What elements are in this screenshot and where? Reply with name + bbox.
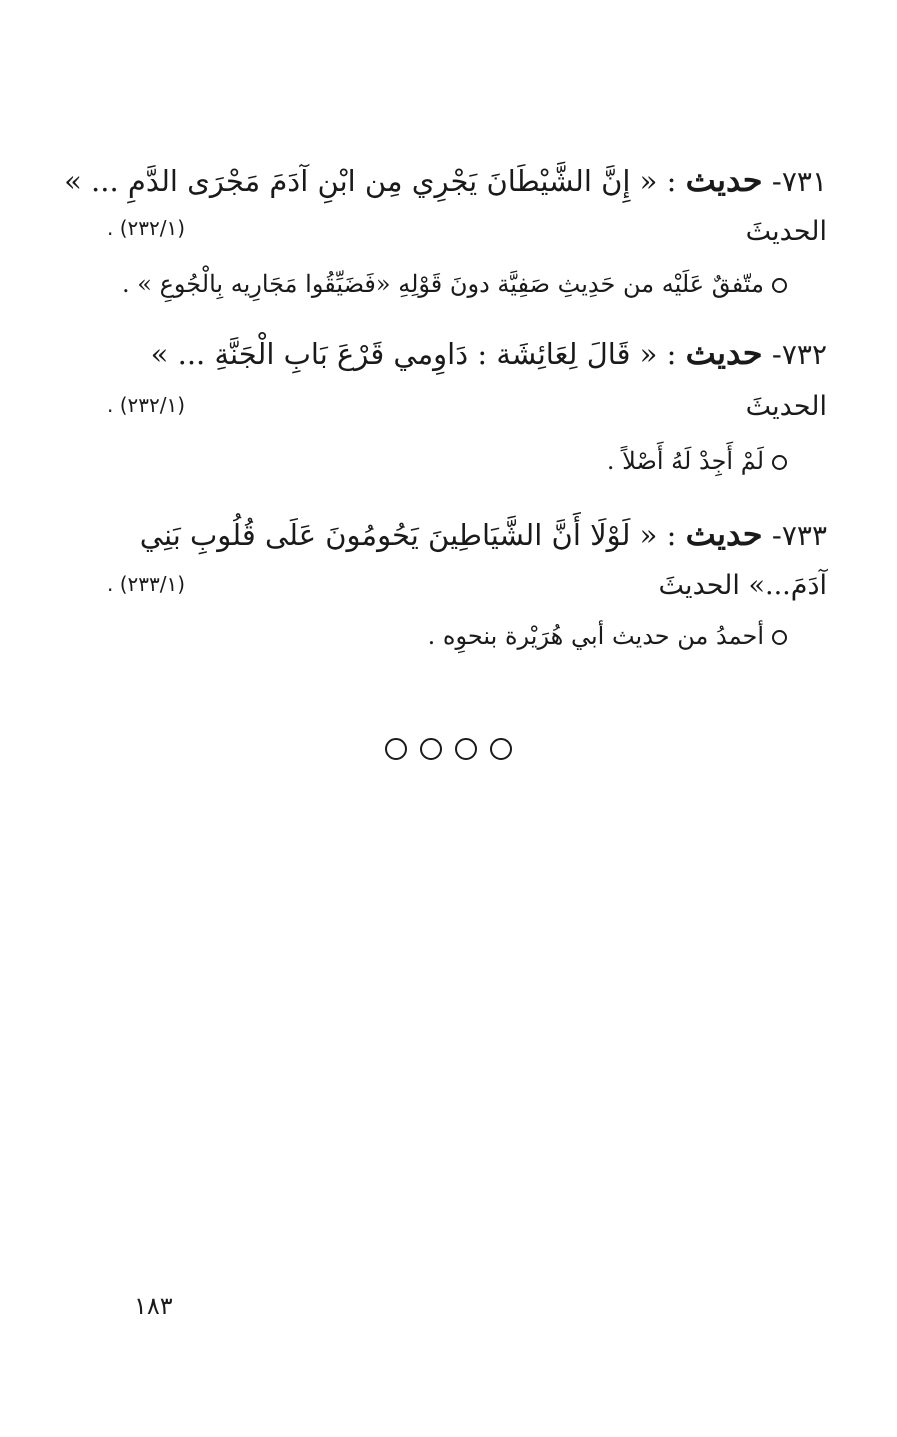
entry-headline bbox=[64, 160, 827, 202]
entry-reference: (٢٣٣/١) . bbox=[107, 572, 186, 596]
entry-headline bbox=[151, 333, 827, 375]
entry-keyword: حديث bbox=[685, 334, 763, 372]
entry-text-line2: آدَمَ...» الحديثَ bbox=[658, 570, 827, 601]
section-divider bbox=[0, 738, 897, 764]
entry-headline bbox=[140, 514, 827, 556]
entry-keyword: حديث bbox=[685, 161, 763, 199]
entry-number: ٧٣٢- bbox=[771, 338, 827, 371]
entry-reference: (٢٣٢/١) . bbox=[107, 393, 186, 417]
circle-bullet-icon bbox=[772, 630, 787, 645]
divider-circle-icon bbox=[385, 738, 407, 760]
divider-circle-icon bbox=[490, 738, 512, 760]
entry-note bbox=[428, 618, 787, 654]
entry-note-text: لَمْ أَجِدْ لَهُ أَصْلاً . bbox=[606, 447, 764, 475]
entry-note bbox=[122, 266, 787, 302]
entry-number: ٧٣١- bbox=[771, 165, 827, 198]
entry-text-line2: الحديثَ bbox=[745, 391, 827, 422]
circle-bullet-icon bbox=[772, 455, 787, 470]
entry-text-line1: : « لَوْلَا أَنَّ الشَّيَاطِينَ يَحُومُونَ عَلَى قُلُوبِ بَنِي bbox=[139, 518, 677, 552]
entry-text-line1: : « قَالَ لِعَائِشَة : دَاوِمي قَرْعَ بَابِ الْجَنَّةِ ... » bbox=[150, 337, 677, 371]
entry-text-line1: : « إِنَّ الشَّيْطَانَ يَجْرِي مِن ابْنِ آدَمَ مَجْرَى الدَّمِ ... » bbox=[64, 164, 677, 198]
page-number: ١٨٣ bbox=[134, 1292, 173, 1320]
entry-note-text: متّفقٌ عَلَيْه من حَدِيثِ صَفِيَّة دونَ قَوْلِهِ «فَضَيِّقُوا مَجَارِيه بِالْجُوعِ » . bbox=[122, 270, 764, 298]
entry-note bbox=[607, 443, 787, 479]
entry-note-text: أحمدُ من حديث أبي هُرَيْرة بنحوِه . bbox=[427, 622, 764, 650]
entry-reference: (٢٣٢/١) . bbox=[107, 216, 186, 240]
entry-number: ٧٣٣- bbox=[771, 519, 827, 552]
divider-circle-icon bbox=[420, 738, 442, 760]
circle-bullet-icon bbox=[772, 278, 787, 293]
entry-keyword: حديث bbox=[685, 515, 763, 553]
entry-text-line2: الحديثَ bbox=[745, 216, 827, 247]
divider-circle-icon bbox=[455, 738, 477, 760]
